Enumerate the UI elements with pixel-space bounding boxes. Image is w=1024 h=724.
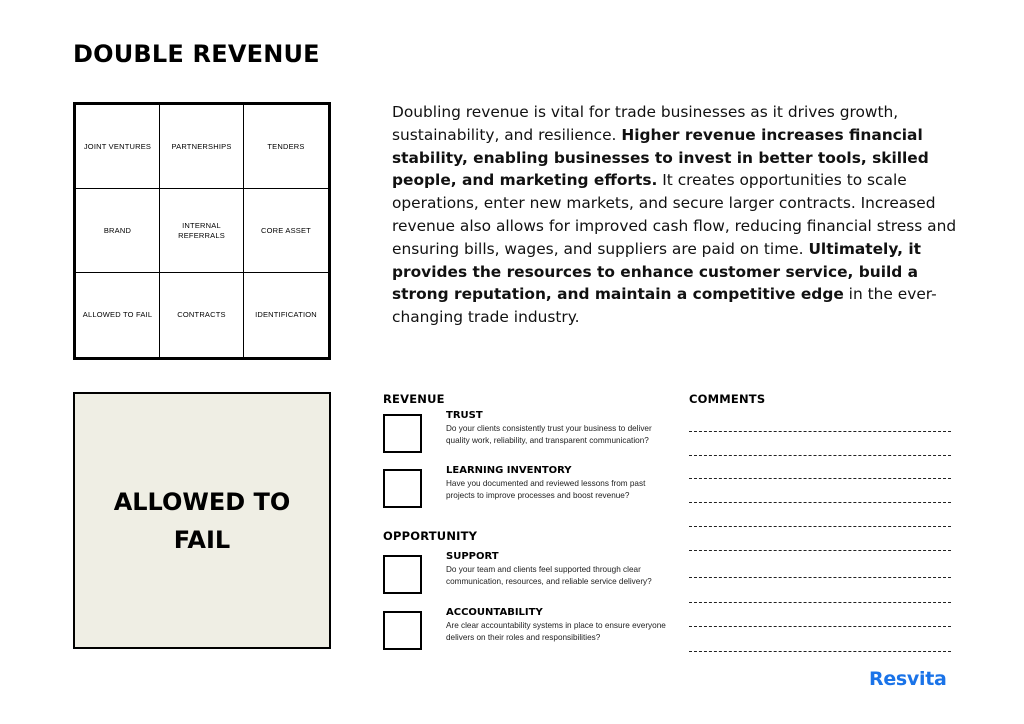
item-title: LEARNING INVENTORY [446,465,572,476]
item-description: Do your clients consistently trust your business to deliver quality work, reliability, and transparent communication? [446,424,652,445]
grid-cell: BRAND [76,189,160,273]
support-checkbox[interactable] [383,555,422,594]
brand-logo: Resvita [869,668,947,690]
comment-line[interactable] [689,626,951,627]
grid-cell: PARTNERSHIPS [160,105,244,189]
trust-checkbox[interactable] [383,414,422,453]
comment-line[interactable] [689,502,951,503]
focus-title [102,483,302,559]
intro-text: Doubling revenue is vital for trade businesses as it drives growth, sustainability, and resilience. [392,103,899,144]
page-title: DOUBLE REVENUE [73,40,320,68]
grid-cell: TENDERS [244,105,328,189]
strategy-grid [73,102,331,360]
grid-cell: CORE ASSET [244,189,328,273]
intro-text: in the ever-changing trade industry. [392,285,937,327]
comment-line[interactable] [689,478,951,479]
comments-heading: COMMENTS [689,392,766,406]
comment-line[interactable] [689,651,951,652]
item-title: SUPPORT [446,551,499,562]
grid-cell: CONTRACTS [160,273,244,357]
comment-line[interactable] [689,577,951,578]
comment-line[interactable] [689,455,951,456]
checklist-item-accountability [383,607,673,661]
opportunity-heading: OPPORTUNITY [383,529,478,543]
comment-line[interactable] [689,602,951,603]
intro-emphasis: Ultimately, it provides the resources to enhance customer service, build a strong reputation, and maintain a competitive edge [392,239,922,304]
intro-text: It creates opportunities to scale operations, enter new markets, and secure larger contracts. Increased revenue also allows for improved cash flow, reducing financial stress and ensuring bills, wages, and suppliers are paid on time. [392,171,957,258]
intro-emphasis: Higher revenue increases financial stability, enabling businesses to invest in better tools, skilled people, and marketing efforts. [392,125,929,190]
comment-line[interactable] [689,526,951,527]
focus-panel [73,392,331,649]
comment-line[interactable] [689,550,951,551]
item-title: TRUST [446,410,483,421]
focus-title-line: ALLOWED TO [113,487,291,516]
item-description: Do your team and clients feel supported through clear communication, resources, and reliable service delivery? [446,565,652,586]
checklist-item-trust [383,410,673,464]
item-title: ACCOUNTABILITY [446,607,543,618]
intro-paragraph [392,101,964,329]
revenue-heading: REVENUE [383,392,445,406]
focus-title-line: FAIL [173,525,231,554]
grid-cell: ALLOWED TO FAIL [76,273,160,357]
learning-inventory-checkbox[interactable] [383,469,422,508]
item-description: Have you documented and reviewed lessons from past projects to improve processes and boost revenue? [446,479,646,500]
comment-line[interactable] [689,431,951,432]
grid-cell: INTERNAL REFERRALS [160,189,244,273]
grid-cell: IDENTIFICATION [255,310,317,320]
grid-cell: JOINT VENTURES [76,105,160,189]
item-description: Are clear accountability systems in place to ensure everyone delivers on their roles and responsibilities? [446,621,666,642]
checklist-item-support [383,551,673,605]
checklist-item-learning-inventory [383,465,673,519]
accountability-checkbox[interactable] [383,611,422,650]
